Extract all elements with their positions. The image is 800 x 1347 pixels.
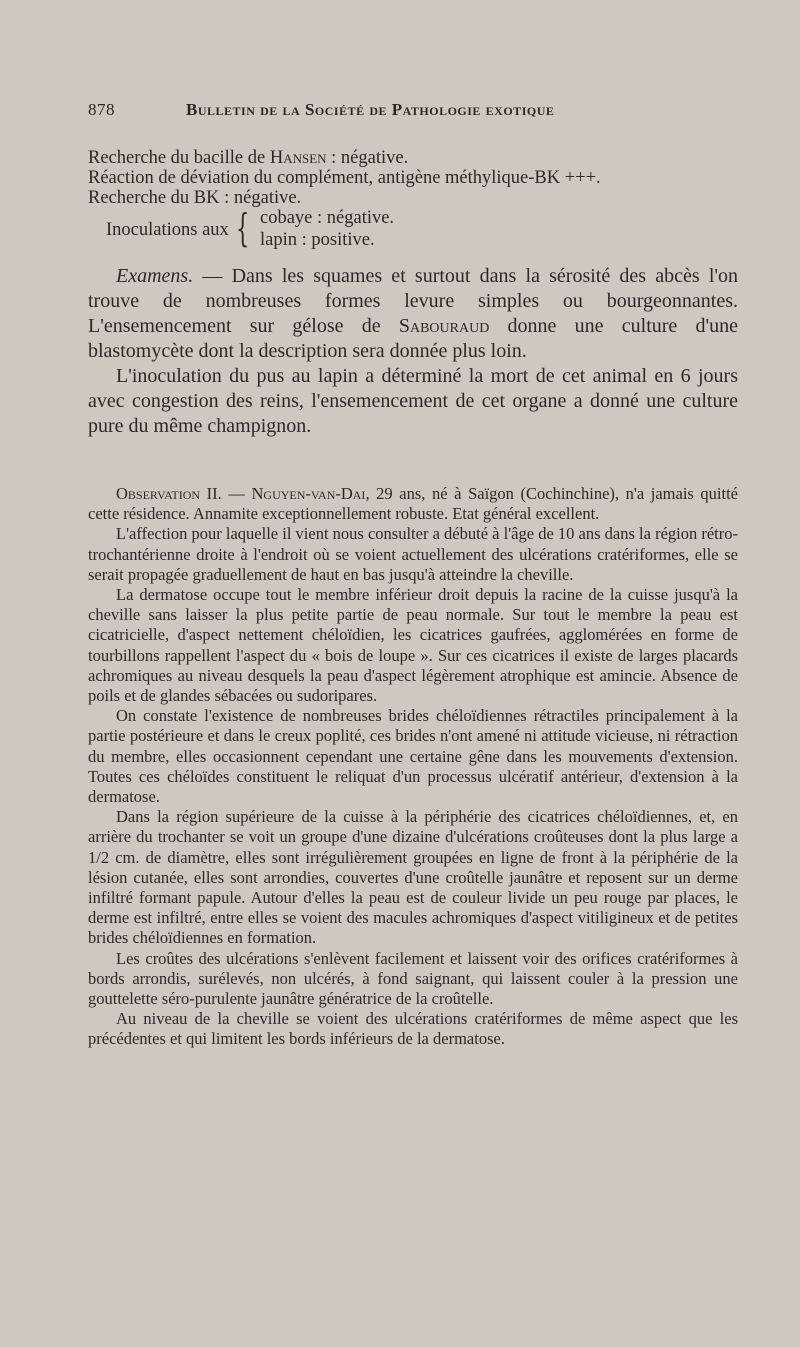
page-number: 878 xyxy=(88,100,115,119)
lab-results xyxy=(88,148,738,252)
observation-paragraph: Dans la région supérieure de la cuisse à la périphérie des cicatrices chéloïdiennes, et, en arrière du trochanter se voit un groupe d'une dizaine d'ulcérations croûteuses dont la plus large a 1/2 cm. de diamètre, elles sont irrégulièrement groupées en ligne de front à la périphérie de la lésion cutanée, elles sont arrondies, couvertes d'une croûtelle jaunâtre et reposent sur un derme infiltré formant papule. Autour d'elles la peau est de couleur livide un peu rouge par places, le derme est infiltré, entre elles se voient des macules achromiques d'aspect vitiligineux et de petites brides chéloïdiennes en formation. xyxy=(88,807,738,948)
running-header xyxy=(88,100,648,130)
patient-name: Nguyen-van-Dai xyxy=(251,484,366,503)
brace-glyph: { xyxy=(236,206,250,250)
observation-heading: Observation II. xyxy=(116,484,222,503)
hansen-result xyxy=(88,148,738,168)
complement-result: Réaction de déviation du complément, antigène méthylique-BK +++. xyxy=(88,168,601,188)
observation-intro xyxy=(88,484,738,524)
inoculation-cobaye: cobaye : négative. xyxy=(260,208,395,228)
examens-text-a: — Dans les squames et surtout dans la sérosité des abcès l'on trouve de nombreuses formes levure simples ou bourgeonnantes. L'ensemencement sur gélose de xyxy=(88,265,738,337)
inoculation-label: Inoculations aux xyxy=(106,220,229,240)
sabouraud-name: Sabouraud xyxy=(398,315,490,337)
journal-title: Bulletin de la Société de Pathologie exotique xyxy=(186,100,555,119)
examens-paragraph-2: L'inoculation du pus au lapin a déterminé la mort de cet animal en 6 jours avec congestion des reins, l'ensemencement de cet organe a donné une culture pure du même champignon. xyxy=(88,365,738,437)
observation-section xyxy=(88,484,738,1050)
examens-section xyxy=(88,264,738,439)
observation-intro-text: , 29 ans, né à Saïgon (Cochinchine), n'a jamais quitté cette résidence. Annamite exceptionnellement robuste. Etat général excellent. xyxy=(88,484,738,524)
hansen-text: Recherche du bacille de xyxy=(88,148,270,168)
hansen-value: : négative. xyxy=(326,148,409,168)
examens-heading: Examens. xyxy=(116,265,194,287)
hansen-name: Hansen xyxy=(269,148,327,168)
bk-result: Recherche du BK : négative. xyxy=(88,188,302,208)
observation-paragraph: On constate l'existence de nombreuses brides chéloïdiennes rétractiles principalement à la partie postérieure et dans le creux poplité, ces brides n'ont amené ni attitude vicieuse, ni rétraction du membre, elles occasionnent cependant une certaine gêne dans les mouvements d'extension. Toutes ces chéloïdes constituent le reliquat d'un processus ulcératif antérieur, d'extension à la dermatose. xyxy=(88,706,738,807)
examens-paragraph-1 xyxy=(88,264,738,364)
observation-dash: — xyxy=(221,484,252,503)
observation-paragraph: La dermatose occupe tout le membre inférieur droit depuis la racine de la cuisse jusqu'à la cheville sans laisser la plus petite partie de peau normale. Sur tout le membre la peau est cicatricielle, d'aspect nettement chéloïdien, les cicatrices gaufrées, agglomérées en forme de tourbillons rappellent l'aspect du « bois de loupe ». Sur ces cicatrices il existe de larges placards achromiques au niveau desquels la peau d'aspect légèrement atrophique est amincie. Absence de poils et de glandes sébacées ou sudoripares. xyxy=(88,585,738,706)
observation-paragraph: Au niveau de la cheville se voient des ulcérations cratériformes de même aspect que les précédentes et qui limitent les bords inférieurs de la dermatose. xyxy=(88,1009,738,1049)
inoculation-lapin: lapin : positive. xyxy=(260,230,375,250)
examens-text-b: donne une culture d'une blastomycète dont la description sera donnée plus loin. xyxy=(88,315,738,362)
observation-paragraph: L'affection pour laquelle il vient nous consulter a débuté à l'âge de 10 ans dans la région rétro-trochantérienne droite à l'endroit où se voient actuellement des ulcérations cratériformes, elle se serait propagée graduellement de haut en bas jusqu'à atteindre la cheville. xyxy=(88,524,738,584)
observation-paragraph: Les croûtes des ulcérations s'enlèvent facilement et laissent voir des orifices cratériformes à bords arrondis, surélevés, non ulcérés, à fond saignant, qui laissent couler à la pression une gouttelette séro-purulente jaunâtre génératrice de la croûtelle. xyxy=(88,948,738,1009)
inoculation-results xyxy=(88,208,738,252)
